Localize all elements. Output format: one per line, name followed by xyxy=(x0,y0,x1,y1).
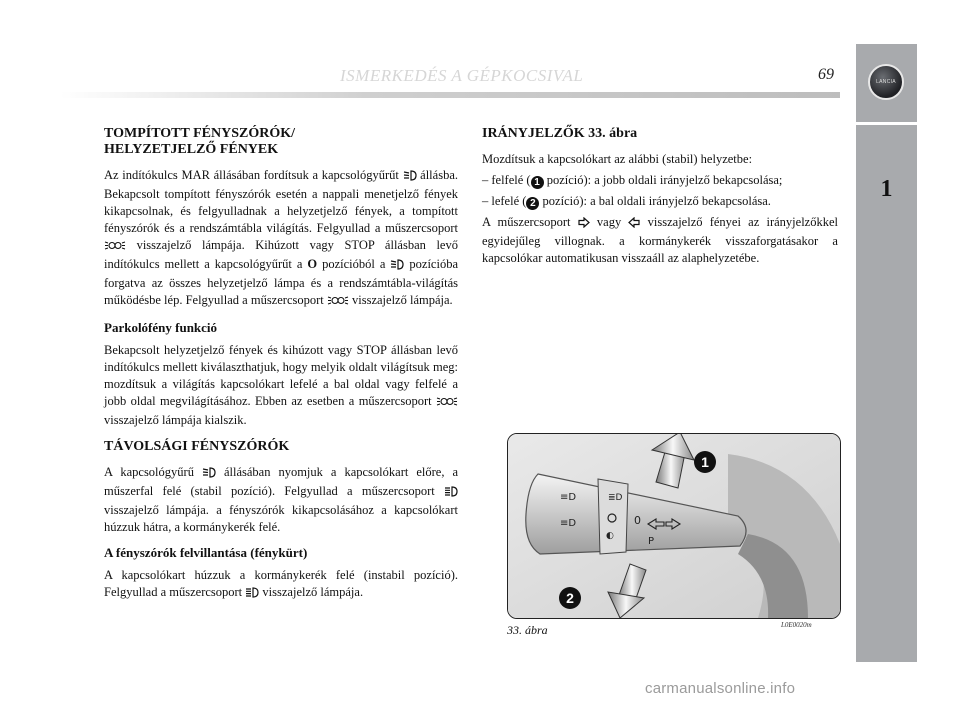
lancia-logo-icon xyxy=(868,64,904,100)
high-beam-paragraph xyxy=(104,464,458,536)
flash-paragraph xyxy=(104,567,458,603)
high-beam-icon xyxy=(444,485,458,502)
stalk-illustration xyxy=(508,434,840,618)
page-header xyxy=(60,66,840,96)
text-run: állásba. Bekapcsolt tompított fényszórók esetén a nappali menetjelző fények kikapcsolnak, és felgyulladnak a helyzetjelző fények, a tompított fényszórók és a rendszámtábla világítás. Felgyullad a műszercsoport xyxy=(104,168,458,235)
subsection-title-flash: A fényszórók felvillantása (fénykürt) xyxy=(104,545,308,560)
text-run: pozíció): a jobb oldali irányjelző bekapcsolása; xyxy=(543,173,783,187)
section-title-low-beam xyxy=(104,126,458,158)
svg-text:≡D: ≡D xyxy=(560,492,577,503)
text-run: állásában nyomjuk a kapcsolókart előre, a műszerfal felé (stabil pozíció). Felgyullad a műszercsoport xyxy=(104,465,458,498)
position-lights-icon xyxy=(104,239,126,256)
text-run: visszajelző lámpája. xyxy=(348,293,453,307)
text-run: pozícióból a xyxy=(317,257,391,271)
indicators-intro: Mozdítsuk a kapcsolókart az alábbi (stabil) helyzetbe: xyxy=(482,152,753,166)
logo-text: LANCIA xyxy=(876,79,896,85)
figure-caption: 33. ábra xyxy=(507,623,548,637)
text-run: vagy xyxy=(589,215,629,229)
parking-paragraph xyxy=(104,342,458,429)
text-run: A kapcsológyűrű xyxy=(104,465,202,479)
indicators-paragraph xyxy=(482,214,838,267)
text-run: visszajelző lámpája kialszik. xyxy=(104,413,247,427)
low-beam-paragraph xyxy=(104,167,458,311)
text-run: visszajelző lámpája. a fényszórók kikapcsolásához a kapcsolókart húzzuk hátra, a kormánykerék felé. xyxy=(104,503,458,534)
section-title-indicators: IRÁNYJELZŐK 33. ábra xyxy=(482,126,638,141)
text-run: visszajelző lámpája. xyxy=(259,585,364,599)
figure-label-1: 1 xyxy=(701,454,709,470)
low-beam-icon xyxy=(390,258,404,275)
text-run: pozícióba forgatva az összes helyzetjelző lámpa és a rendszámtábla-világítás működésbe lép. Felgyullad a műszercsoport xyxy=(104,257,459,307)
title-line-1: TOMPÍTOTT FÉNYSZÓRÓK/ xyxy=(104,126,295,141)
text-run: – lefelé ( xyxy=(482,194,527,208)
svg-text:≣D: ≣D xyxy=(608,493,623,503)
text-run: Az indítókulcs MAR állásában fordítsuk a kapcsológyűrűt xyxy=(104,168,403,182)
figure-code: L0E0020m xyxy=(781,621,812,629)
text-run: visszajelző fényei az irányjelzőkkel egyidejűleg villognak. a kormánykerék visszaforgatásakor a kapcsolókar automatikusan visszaáll az alaphelyzetébe. xyxy=(482,215,838,265)
high-beam-icon xyxy=(245,586,259,603)
header-rule xyxy=(60,92,840,98)
left-arrow-icon xyxy=(628,216,640,233)
watermark: carmanualsonline.info xyxy=(645,680,796,697)
position-lights-icon xyxy=(327,294,349,311)
switch-zero-mark: 0 xyxy=(634,514,641,527)
position-2-badge: 2 xyxy=(526,197,539,210)
chapter-number: 1 xyxy=(880,176,893,202)
text-run: A kapcsolókart húzzuk a kormánykerék felé (instabil pozíció). Felgyullad a műszercsoport xyxy=(104,568,458,599)
figure-label-2: 2 xyxy=(566,590,574,606)
figure-33-illustration xyxy=(507,433,841,619)
running-header-title: ISMERKEDÉS A GÉPKOCSIVAL xyxy=(340,66,584,85)
right-column xyxy=(482,126,838,271)
svg-text:≡D: ≡D xyxy=(560,518,577,529)
tab-divider xyxy=(856,122,917,125)
position-o-label: O xyxy=(307,257,318,271)
text-run: visszajelző lámpája. Kihúzott vagy STOP állásban levő indítókulcs mellett a kapcsológyűrűt a xyxy=(104,238,458,271)
page-number: 69 xyxy=(818,66,834,83)
low-beam-icon xyxy=(202,466,216,483)
text-run: Bekapcsolt helyzetjelző fények és kihúzott vagy STOP állásban levő indítókulcs mellett kiválaszthatjuk, hogy melyik oldalt világítsuk meg: mozdítsuk a világítás kapcsolókart lefelé a bal oldal vagy felfelé a jobb oldal megvilágításához. Ebben az esetben a műszercsoport xyxy=(104,343,458,408)
svg-text:P: P xyxy=(648,536,655,547)
indicator-item-up xyxy=(482,172,838,189)
right-arrow-icon xyxy=(578,216,590,233)
title-line-2: HELYZETJELZŐ FÉNYEK xyxy=(104,142,279,157)
section-title-high-beam: TÁVOLSÁGI FÉNYSZÓRÓK xyxy=(104,439,290,454)
position-1-badge: 1 xyxy=(531,176,544,189)
text-run: pozíció): a bal oldali irányjelző bekapcsolása. xyxy=(539,194,771,208)
subsection-title-parking: Parkolófény funkció xyxy=(104,320,218,335)
left-column xyxy=(104,126,458,607)
chapter-side-tab xyxy=(856,44,917,662)
text-run: A műszercsoport xyxy=(482,215,578,229)
text-run: – felfelé ( xyxy=(482,173,531,187)
position-lights-icon xyxy=(436,395,458,412)
indicator-item-down xyxy=(482,193,838,210)
svg-text:◐: ◐ xyxy=(606,531,614,541)
low-beam-icon xyxy=(403,169,417,186)
